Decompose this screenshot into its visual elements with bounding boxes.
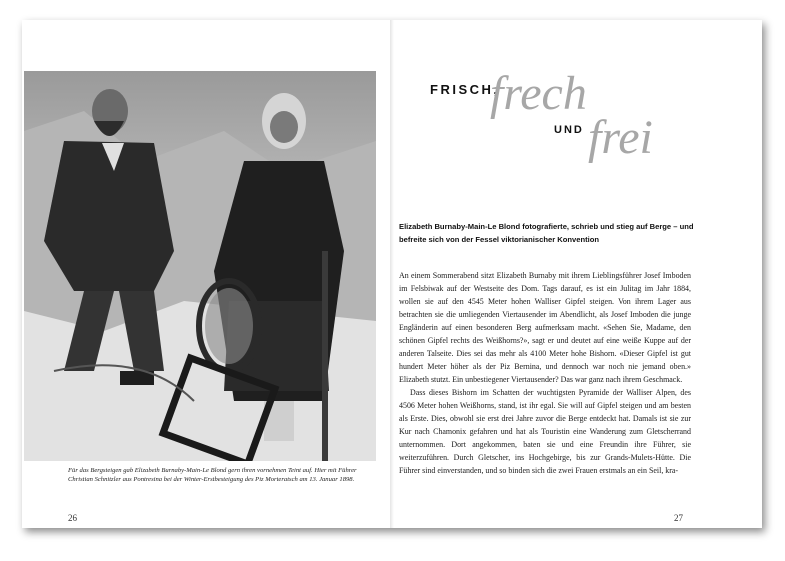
photo-caption: Für das Bergsteigen gab Elizabeth Burnaby-Main-Le Blond gern ihren vornehmen Teint auf. Hier mit Führer Christian Schnitzler aus Pontresina bei der Winter-Erstbesteigung des Piz Morteratsch am 13. Januar 1898. (68, 467, 357, 483)
page-number-left: 26 (68, 513, 77, 523)
article-body (399, 269, 691, 477)
gutter-shadow (390, 20, 394, 528)
title-word-frei: frei (588, 111, 653, 164)
body-paragraph: Dass dieses Bishorn im Schatten der wuchtigsten Pyramide der Walliser Alpen, des 4506 Meter hohen Weißhorns, stand, ist ihr egal. Sie will auf Gipfel steigen und am besten als Erste. Dies, obwohl sie erst drei Jahre zuvor die Berge entdeckt hat. Damals ist sie zur Kur nach Chamonix gefahren und hat als Touristin eine Wanderung zum Gletscherrand unternommen. Dort angekommen, baten sie und eine Freundin ihre Führer, sie weiterzuführen. Durch Gletscher, ins Hochgebirge, bis zur Grands-Mulets-Hütte. Die Führer sind einverstanden, und so binden sich die zwei Frauen erstmals an ein Seil, kra- (399, 388, 691, 475)
title-word-frech: frech (490, 67, 587, 120)
photo-illustration (24, 71, 376, 461)
title-word-und: UND (554, 124, 584, 136)
body-paragraph: An einem Sommerabend sitzt Elizabeth Burnaby mit ihrem Lieblingsführer Josef Imboden im Felsbiwak auf der Westseite des Dom. Tags darauf, es ist ein Julitag im Jahr 1884, wollen sie auf den 4545 Meter hohen Walliser Gipfel steigen. Von ihrem Lager aus betrachten sie die umliegenden Viertausender im Abendlicht, als Josef Imboden die junge Engländerin auf einen besonderen Berg aufmerksam macht. «Sehen Sie, Madame, den schönen Gipfel rechts des Weißhorns?», sagt er und deutet auf eine weiße Kuppe auf der anderen Talseite. Dies sei das mehr als 4100 Meter hohe Bishorn. «Dieser Gipfel ist gut hundert Meter höher als der Piz Bernina, und dennoch war noch nie jemand oben.» Elizabeth stutzt. Ein unbestiegener Viertausender? Das war ganz nach ihrem Geschmack. (399, 271, 691, 384)
title-word-frisch: FRISCH, (430, 82, 500, 97)
photo-mountaineers (24, 71, 376, 461)
page-number-right: 27 (674, 513, 683, 523)
article-title (400, 62, 760, 182)
article-lead: Elizabeth Burnaby-Main-Le Blond fotografierte, schrieb und stieg auf Berge – und befreite sich von der Fessel viktorianischer Konvention (399, 222, 694, 244)
